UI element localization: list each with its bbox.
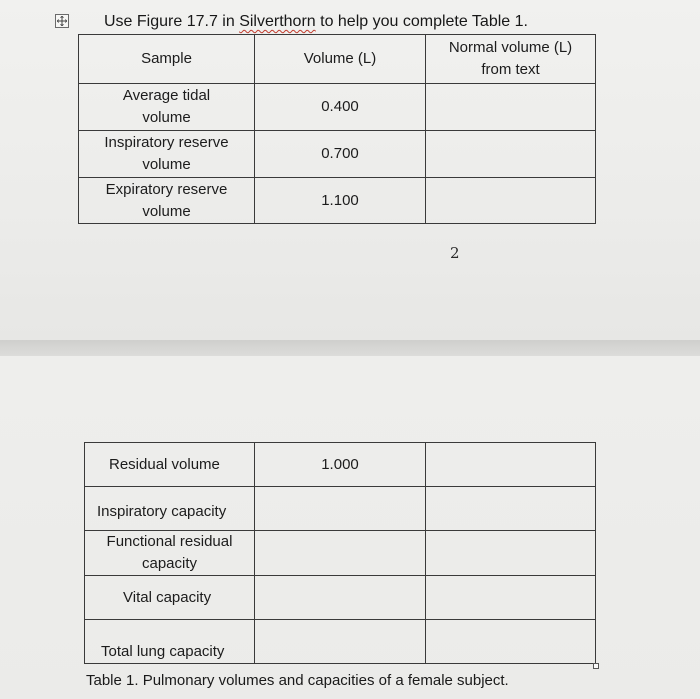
volume-cell[interactable]: 0.400	[255, 84, 426, 131]
table-row	[85, 620, 596, 664]
handwritten-note: 2	[450, 244, 460, 262]
normal-volume-cell[interactable]	[426, 443, 596, 487]
table-row	[79, 178, 596, 224]
table-row	[79, 131, 596, 178]
table-row	[79, 84, 596, 131]
table-caption: Table 1. Pulmonary volumes and capacities of a female subject.	[86, 672, 509, 689]
table-header-row	[79, 35, 596, 84]
normal-volume-cell[interactable]	[426, 84, 596, 131]
table-row	[85, 443, 596, 487]
volume-cell[interactable]	[255, 487, 426, 531]
heading-underlined-word: Silverthorn	[239, 13, 316, 30]
sample-cell[interactable]: Functional residual capacity	[85, 531, 255, 576]
normal-volume-cell[interactable]	[426, 620, 596, 664]
volume-cell[interactable]: 1.000	[255, 443, 426, 487]
volume-cell[interactable]: 0.700	[255, 131, 426, 178]
sample-cell[interactable]: Inspiratory capacity	[85, 487, 255, 531]
header-volume: Volume (L)	[255, 35, 426, 84]
sample-cell[interactable]: Total lung capacity	[85, 620, 255, 664]
header-normal-volume: Normal volume (L) from text	[426, 35, 596, 84]
heading-text-after: to help you complete Table 1.	[315, 13, 528, 30]
table-row	[85, 487, 596, 531]
sample-cell[interactable]: Average tidal volume	[79, 84, 255, 131]
instruction-heading	[104, 13, 528, 31]
header-sample: Sample	[79, 35, 255, 84]
volume-cell[interactable]	[255, 620, 426, 664]
sample-cell[interactable]: Inspiratory reserve volume	[79, 131, 255, 178]
heading-text-before: Use Figure 17.7 in	[104, 13, 240, 30]
table-row	[85, 531, 596, 576]
volume-cell[interactable]	[255, 531, 426, 576]
volume-cell[interactable]	[255, 576, 426, 620]
sample-cell[interactable]: Vital capacity	[85, 576, 255, 620]
capacities-table	[84, 442, 596, 664]
normal-volume-cell[interactable]	[426, 576, 596, 620]
normal-volume-cell[interactable]	[426, 487, 596, 531]
volume-cell[interactable]: 1.100	[255, 178, 426, 224]
table-resize-handle-icon[interactable]	[593, 663, 599, 669]
volumes-table	[78, 34, 596, 224]
table-move-handle-icon[interactable]	[55, 14, 69, 28]
sample-cell[interactable]: Residual volume	[85, 443, 255, 487]
normal-volume-cell[interactable]	[426, 178, 596, 224]
normal-volume-cell[interactable]	[426, 531, 596, 576]
page-break	[0, 340, 700, 356]
table-row	[85, 576, 596, 620]
normal-volume-cell[interactable]	[426, 131, 596, 178]
sample-cell[interactable]: Expiratory reserve volume	[79, 178, 255, 224]
